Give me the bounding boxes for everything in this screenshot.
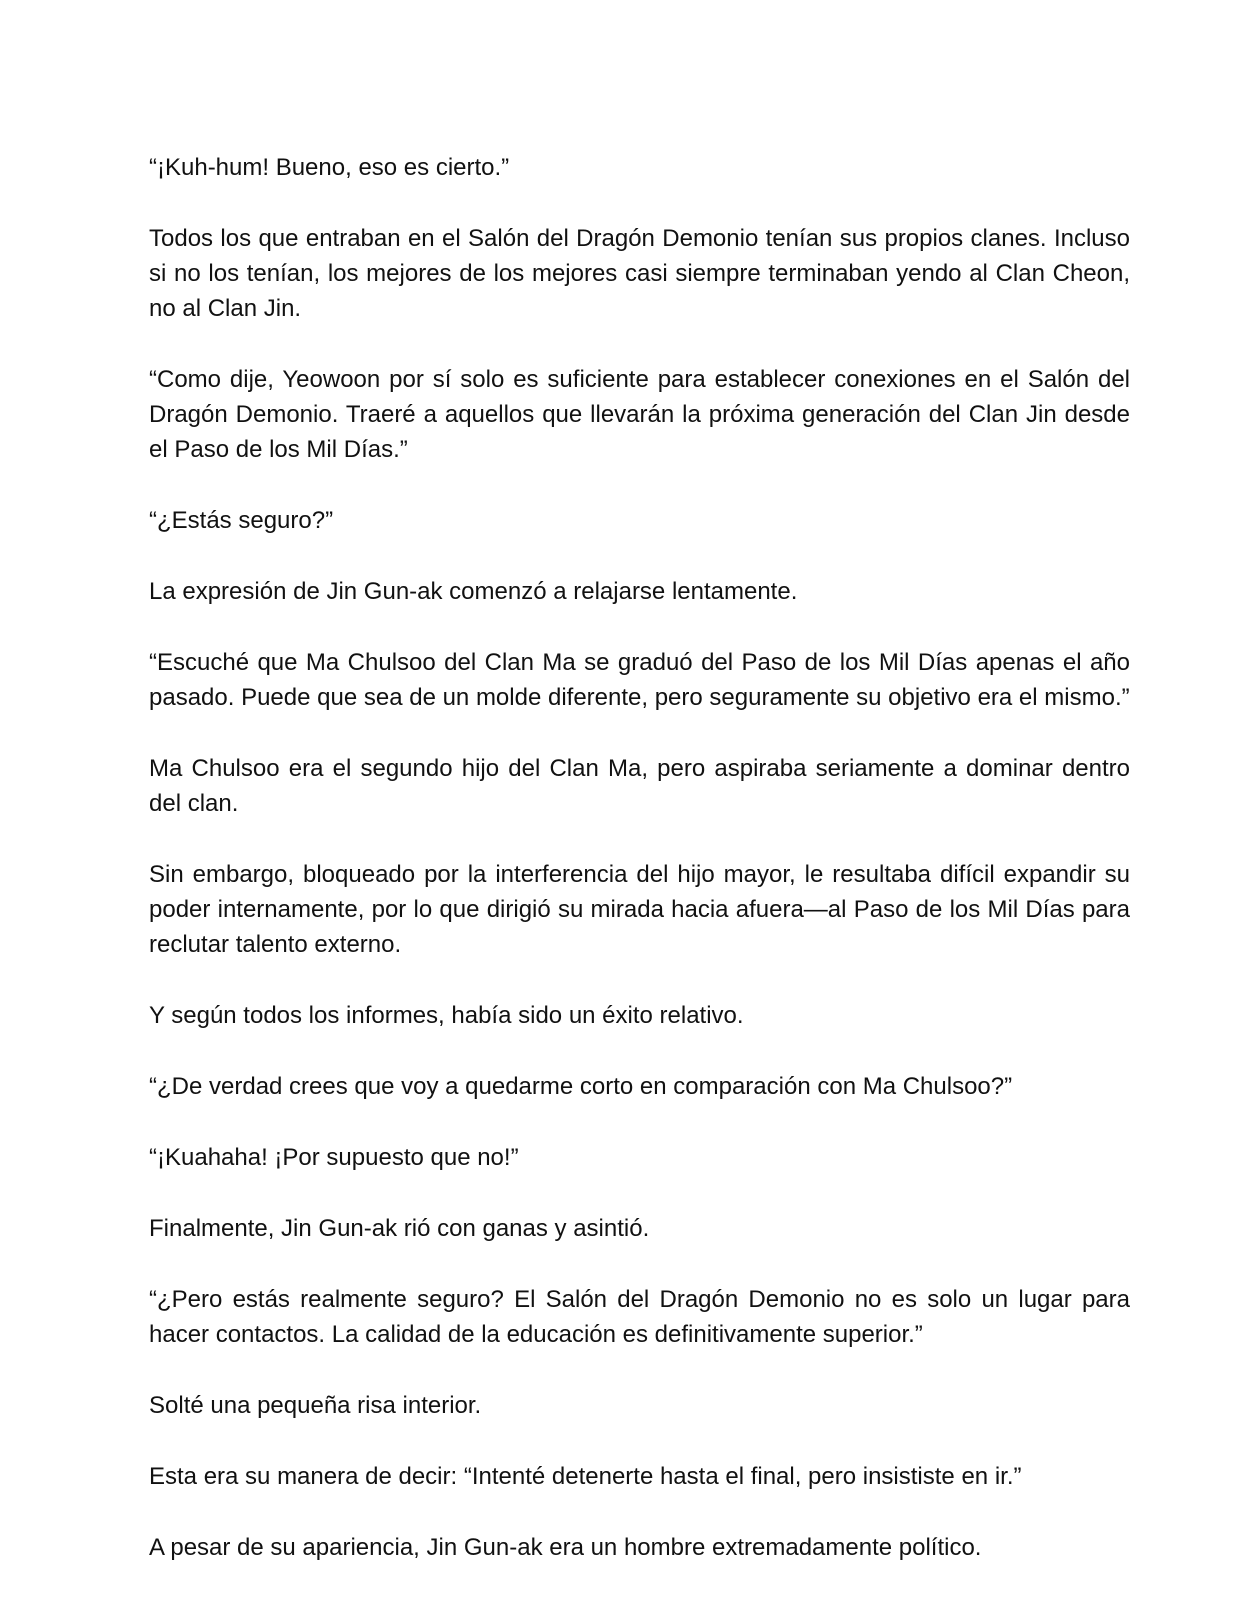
paragraph: Y según todos los informes, había sido un éxito relativo. bbox=[149, 1002, 744, 1029]
paragraph: Todos los que entraban en el Salón del Dragón Demonio tenían sus propios clanes. Incluso si no los tenían, los mejores de los mejores casi siempre terminaban yendo al Clan Cheon, no al Clan Jin. bbox=[149, 225, 1130, 322]
document-body bbox=[149, 150, 1130, 1601]
paragraph: “¿Pero estás realmente seguro? El Salón del Dragón Demonio no es solo un lugar para hacer contactos. La calidad de la educación es definitivamente superior.” bbox=[149, 1286, 1130, 1348]
paragraph: La expresión de Jin Gun-ak comenzó a relajarse lentamente. bbox=[149, 578, 798, 605]
paragraph: “¡Kuahaha! ¡Por supuesto que no!” bbox=[149, 1144, 519, 1171]
paragraph: Esta era su manera de decir: “Intenté detenerte hasta el final, pero insististe en ir.” bbox=[149, 1463, 1022, 1490]
paragraph: Ma Chulsoo era el segundo hijo del Clan Ma, pero aspiraba seriamente a dominar dentro del clan. bbox=[149, 755, 1130, 817]
paragraph: “Como dije, Yeowoon por sí solo es suficiente para establecer conexiones en el Salón del Dragón Demonio. Traeré a aquellos que llevarán la próxima generación del Clan Jin desde el Paso de los Mil Días.” bbox=[149, 366, 1130, 463]
paragraph: Sin embargo, bloqueado por la interferencia del hijo mayor, le resultaba difícil expandir su poder internamente, por lo que dirigió su mirada hacia afuera—al Paso de los Mil Días para reclutar talento externo. bbox=[149, 861, 1130, 958]
paragraph: “¡Kuh-hum! Bueno, eso es cierto.” bbox=[149, 154, 510, 181]
paragraph: “¿Estás seguro?” bbox=[149, 507, 334, 534]
paragraph: Finalmente, Jin Gun-ak rió con ganas y asintió. bbox=[149, 1215, 650, 1242]
paragraph: A pesar de su apariencia, Jin Gun-ak era un hombre extremadamente político. bbox=[149, 1534, 982, 1561]
paragraph: “¿De verdad crees que voy a quedarme corto en comparación con Ma Chulsoo?” bbox=[149, 1073, 1013, 1100]
paragraph: Solté una pequeña risa interior. bbox=[149, 1392, 482, 1419]
paragraph: “Escuché que Ma Chulsoo del Clan Ma se graduó del Paso de los Mil Días apenas el año pasado. Puede que sea de un molde diferente, pero seguramente su objetivo era el mismo.” bbox=[149, 649, 1130, 711]
